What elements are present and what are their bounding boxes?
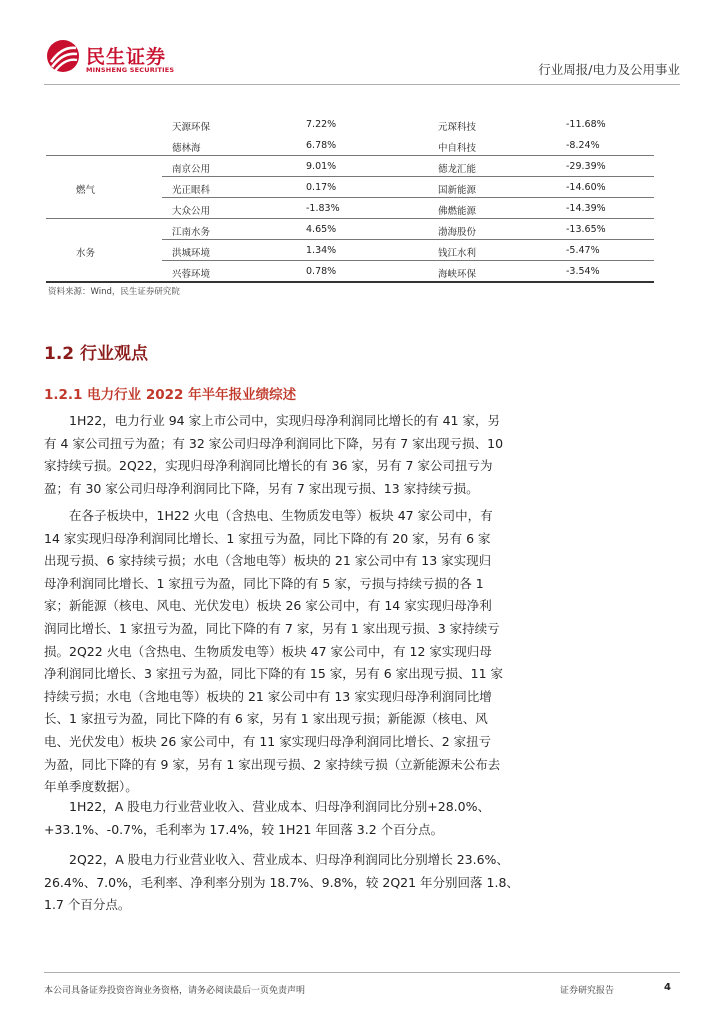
text-line: 年单季度数据）。 bbox=[44, 779, 138, 795]
table-bottom-rule bbox=[46, 281, 654, 283]
table-row bbox=[46, 177, 654, 198]
text-line: 母净利润同比增长、1 家扭亏为盈，同比下降的有 5 家，亏损与持续亏损的各 1 bbox=[44, 575, 484, 591]
bottom-change-cell: -8.24% bbox=[566, 140, 600, 151]
text-line: 有 4 家公司扭亏为盈；有 32 家公司归母净利润同比下降，另有 7 家出现亏损、10 bbox=[44, 435, 504, 451]
text-line: 出现亏损、6 家持续亏损；水电（含地电等）板块的 21 家公司中有 13 家实现归 bbox=[44, 553, 492, 569]
top-change-cell: 1.34% bbox=[306, 245, 337, 256]
bottom-change-cell: -29.39% bbox=[566, 161, 606, 172]
text-line: 26.4%、7.0%，毛利率、净利率分别为 18.7%、9.8%，较 2Q21 年分别回落 1.8、 bbox=[44, 874, 519, 890]
paragraph-subsectors bbox=[44, 505, 678, 799]
top-company-cell: 江南水务 bbox=[172, 227, 211, 238]
text-line: 盈；有 30 家公司归母净利润同比下降，另有 7 家出现亏损、13 家持续亏损。 bbox=[44, 480, 479, 496]
bottom-company-cell: 钱江水利 bbox=[438, 248, 477, 259]
top-change-cell: 4.65% bbox=[306, 224, 337, 235]
page-number: 4 bbox=[664, 982, 671, 993]
performance-table bbox=[46, 114, 654, 282]
table-row bbox=[46, 261, 654, 282]
top-company-cell: 兴蓉环境 bbox=[172, 269, 211, 280]
bottom-change-cell: -13.65% bbox=[566, 224, 606, 235]
text-line: 家持续亏损。2Q22，实现归母净利润同比增长的有 36 家，另有 7 家公司扭亏为 bbox=[44, 458, 493, 474]
bottom-company-cell: 元琛科技 bbox=[438, 122, 477, 133]
bottom-company-cell: 佛燃能源 bbox=[438, 206, 477, 217]
text-line: 损。2Q22 火电（含热电、生物质发电等）板块 47 家公司中，有 12 家实现归母 bbox=[44, 643, 492, 659]
sector-cell: 水务 bbox=[76, 248, 96, 259]
paragraph-2q22 bbox=[44, 849, 678, 917]
text-line: +33.1%、-0.7%，毛利率为 17.4%，较 1H21 年回落 3.2 个百分点。 bbox=[44, 821, 444, 837]
text-line: 家；新能源（核电、风电、光伏发电）板块 26 家公司中，有 14 家实现归母净利 bbox=[44, 598, 492, 614]
top-change-cell: 6.78% bbox=[306, 140, 337, 151]
table-source-note: 资料来源：Wind，民生证券研究院 bbox=[48, 287, 180, 297]
page-header bbox=[0, 0, 724, 96]
report-category: 行业周报/电力及公用事业 bbox=[538, 62, 680, 77]
text-line: 1H22，A 股电力行业营业收入、营业成本、归母净利润同比分别+28.0%、 bbox=[69, 799, 490, 814]
logo-english-name: MINSHENG SECURITIES bbox=[86, 66, 175, 74]
minsheng-logo-icon bbox=[46, 38, 80, 74]
bottom-change-cell: -14.60% bbox=[566, 182, 606, 193]
table-row bbox=[46, 240, 654, 261]
top-change-cell: 9.01% bbox=[306, 161, 337, 172]
text-line: 1H22，电力行业 94 家上市公司中，实现归母净利润同比增长的有 41 家，另 bbox=[69, 413, 500, 428]
text-line: 持续亏损；水电（含地电等）板块的 21 家公司中有 13 家实现归母净利润同比增 bbox=[44, 688, 492, 704]
sector-cell: 燃气 bbox=[76, 185, 96, 196]
subsection-heading: 1.2.1 电力行业 2022 年半年报业绩综述 bbox=[44, 387, 297, 403]
bottom-company-cell: 中自科技 bbox=[438, 143, 477, 154]
top-company-cell: 洪城环境 bbox=[172, 248, 211, 259]
bottom-change-cell: -14.39% bbox=[566, 203, 606, 214]
paragraph-summary bbox=[44, 410, 678, 500]
footer-divider bbox=[44, 972, 680, 973]
top-company-cell: 德林海 bbox=[172, 143, 201, 154]
logo-chinese-name: 民生证券 bbox=[86, 46, 167, 68]
bottom-change-cell: -5.47% bbox=[566, 245, 600, 256]
text-line: 2Q22，A 股电力行业营业收入、营业成本、归母净利润同比分别增长 23.6%、 bbox=[69, 852, 509, 867]
table-row bbox=[46, 198, 654, 219]
bottom-company-cell: 渤海股份 bbox=[438, 227, 477, 238]
text-line: 电、光伏发电）板块 26 家公司中，有 11 家实现归母净利润同比增长、2 家扭亏 bbox=[44, 733, 492, 749]
text-line: 在各子板块中，1H22 火电（含热电、生物质发电等）板块 47 家公司中，有 bbox=[69, 508, 493, 523]
top-company-cell: 天源环保 bbox=[172, 122, 211, 133]
text-line: 1.7 个百分点。 bbox=[44, 897, 131, 913]
table-row bbox=[46, 219, 654, 240]
bottom-change-cell: -11.68% bbox=[566, 119, 606, 130]
text-line: 净利润同比增长、3 家扭亏为盈，同比下降的有 15 家，另有 6 家出现亏损、11 家 bbox=[44, 666, 504, 682]
paragraph-1h22 bbox=[44, 796, 678, 841]
text-line: 长、1 家扭亏为盈，同比下降的有 6 家，另有 1 家出现亏损；新能源（核电、风 bbox=[44, 711, 488, 727]
text-line: 14 家实现归母净利润同比增长、1 家扭亏为盈，同比下降的有 20 家，另有 6 家 bbox=[44, 530, 491, 546]
bottom-change-cell: -3.54% bbox=[566, 266, 600, 277]
table-row bbox=[46, 156, 654, 177]
bottom-company-cell: 国新能源 bbox=[438, 185, 477, 196]
table-row bbox=[46, 114, 654, 135]
text-line: 为盈，同比下降的有 9 家，另有 1 家出现亏损、2 家持续亏损（立新能源未公布去 bbox=[44, 756, 501, 772]
top-change-cell: 0.17% bbox=[306, 182, 337, 193]
bottom-company-cell: 德龙汇能 bbox=[438, 164, 477, 175]
footer-disclaimer: 本公司具备证券投资咨询业务资格，请务必阅读最后一页免责声明 bbox=[44, 986, 306, 996]
company-logo bbox=[46, 38, 196, 82]
top-company-cell: 南京公用 bbox=[172, 164, 211, 175]
text-line: 润同比增长、1 家扭亏为盈，同比下降的有 7 家，另有 1 家出现亏损、3 家持续亏 bbox=[44, 620, 500, 636]
bottom-company-cell: 海峡环保 bbox=[438, 269, 477, 280]
top-change-cell: 0.78% bbox=[306, 266, 337, 277]
top-change-cell: -1.83% bbox=[306, 203, 340, 214]
footer-report-type: 证券研究报告 bbox=[560, 986, 615, 996]
top-company-cell: 光正眼科 bbox=[172, 185, 211, 196]
table-row bbox=[46, 135, 654, 156]
section-heading: 1.2 行业观点 bbox=[44, 344, 149, 364]
top-company-cell: 大众公用 bbox=[172, 206, 211, 217]
header-divider bbox=[44, 84, 680, 85]
top-change-cell: 7.22% bbox=[306, 119, 337, 130]
